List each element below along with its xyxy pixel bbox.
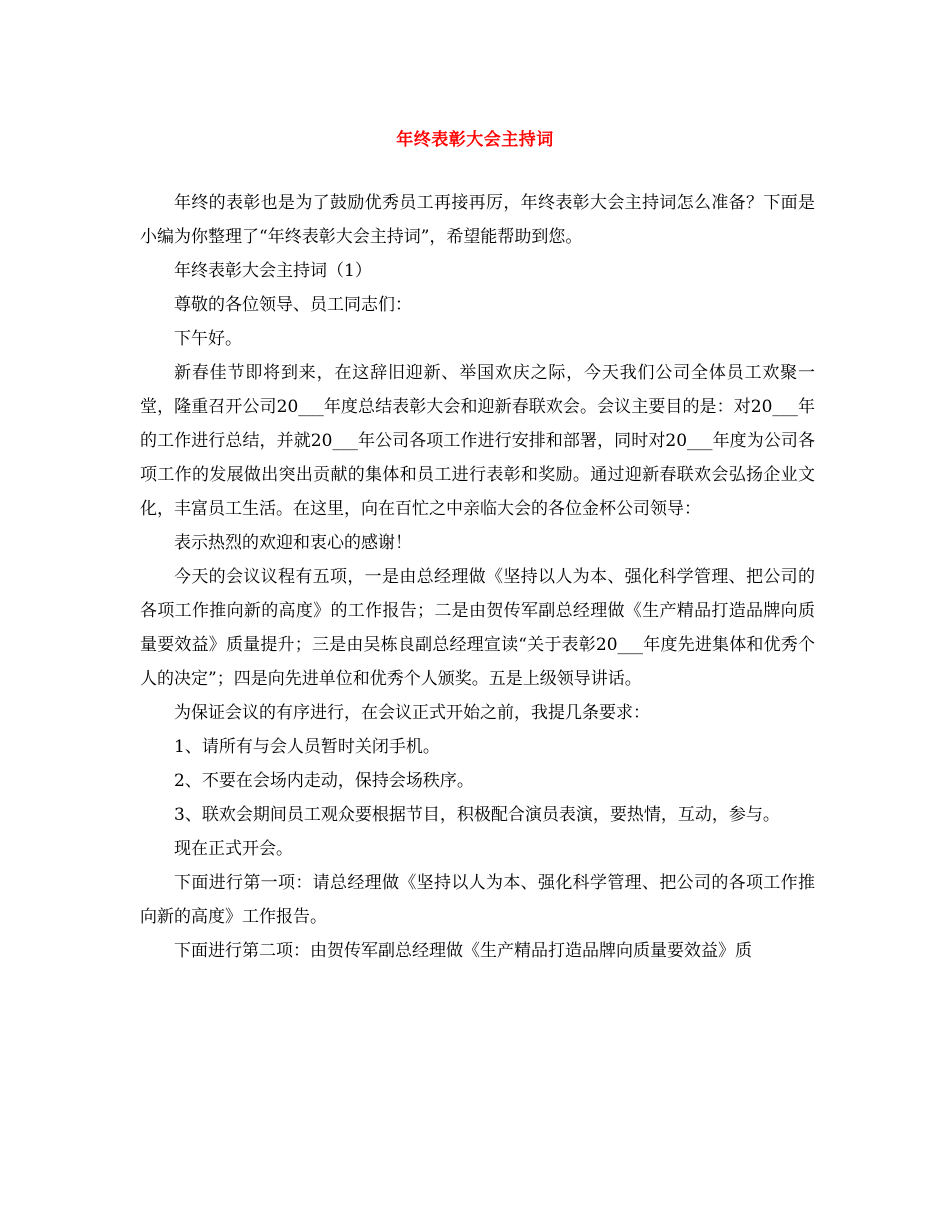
requirement-item: 2、不要在会场内走动，保持会场秩序。 xyxy=(174,771,474,791)
requirements-intro: 为保证会议的有序进行，在会议正式开始之前，我提几条要求： xyxy=(174,703,650,723)
intro-paragraph: 年终的表彰也是为了鼓励优秀员工再接再厉，年终表彰大会主持词怎么准备？下面是小编为你整理了“年终表彰大会主持词”，希望能帮助到您。 xyxy=(140,193,815,247)
agenda-paragraph: 今天的会议议程有五项，一是由总经理做《坚持以人为本、强化科学管理、把公司的各项工作推向新的高度》的工作报告；二是由贺传军副总经理做《生产精品打造品牌向质量要效益》质量提升；三是由吴栋良副总经理宣读“关于表彰20___年度先进集体和优秀个人的决定”；四是向先进单位和优秀个人颁奖。五是上级领导讲话。 xyxy=(140,567,815,689)
requirement-item: 3、联欢会期间员工观众要根据节目，积极配合演员表演，要热情，互动，参与。 xyxy=(174,805,780,825)
document-title: 年终表彰大会主持词 xyxy=(396,130,554,150)
requirement-item: 1、请所有与会人员暂时关闭手机。 xyxy=(174,737,440,757)
salutation: 尊敬的各位领导、员工同志们： xyxy=(174,295,412,315)
greeting: 下午好。 xyxy=(174,329,242,349)
document-body xyxy=(140,186,815,968)
agenda-item-second: 下面进行第二项：由贺传军副总经理做《生产精品打造品牌向质量要效益》质 xyxy=(174,941,752,961)
opening-paragraph: 新春佳节即将到来，在这辞旧迎新、举国欢庆之际，今天我们公司全体员工欢聚一堂，隆重召开公司20___年度总结表彰大会和迎新春联欢会。会议主要目的是：对20___年的工作进行总结，并就20___年公司各项工作进行安排和部署，同时对20___年度为公司各项工作的发展做出突出贡献的集体和员工进行表彰和奖励。通过迎新春联欢会弘扬企业文化，丰富员工生活。在这里，向在百忙之中亲临大会的各位金杯公司领导： xyxy=(140,363,815,519)
welcome-line: 表示热烈的欢迎和衷心的感谢！ xyxy=(174,533,412,553)
agenda-item-first: 下面进行第一项：请总经理做《坚持以人为本、强化科学管理、把公司的各项工作推向新的高度》工作报告。 xyxy=(140,873,815,927)
section-heading: 年终表彰大会主持词（1） xyxy=(174,261,372,281)
meeting-start-line: 现在正式开会。 xyxy=(174,839,293,859)
